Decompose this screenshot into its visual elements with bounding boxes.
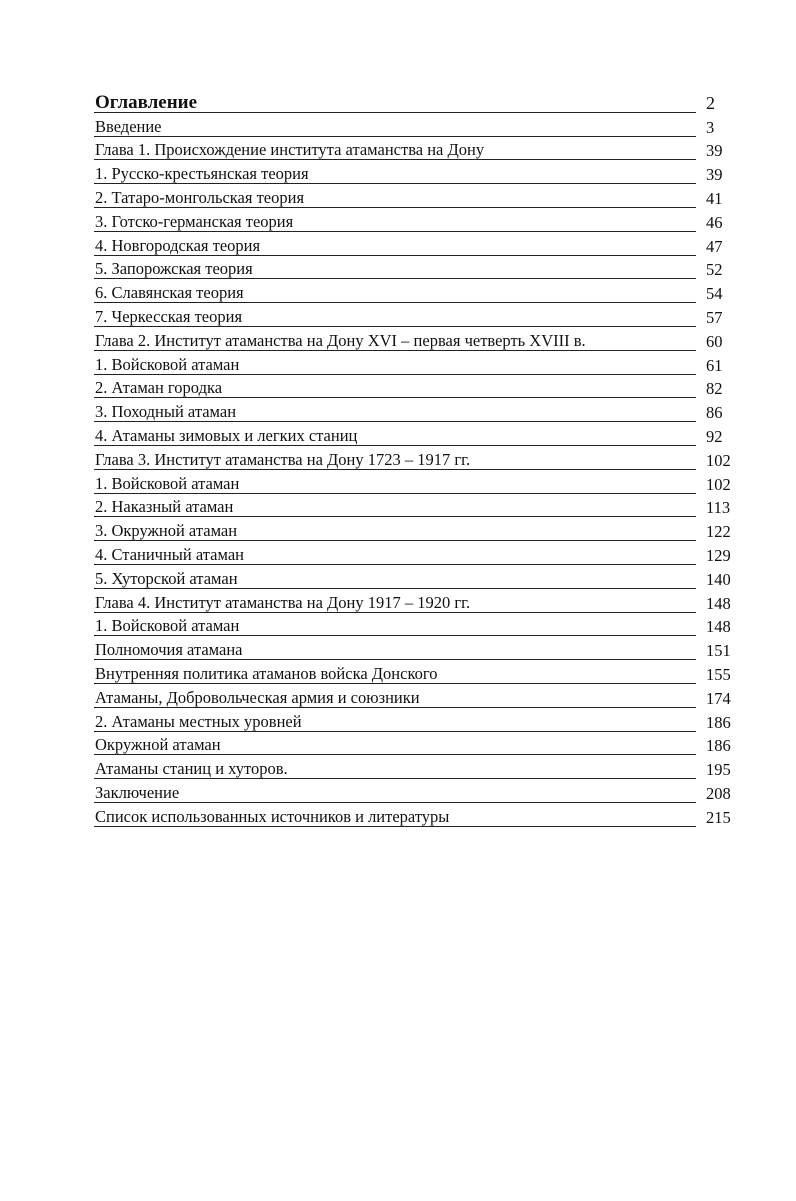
toc-entry-title: 3. Окружной атаман bbox=[94, 517, 696, 541]
toc-entry bbox=[94, 708, 744, 732]
toc-entry bbox=[94, 422, 744, 446]
toc-entry-page: 57 bbox=[706, 307, 723, 327]
toc-entry-page: 39 bbox=[706, 165, 723, 185]
toc-entry-title: 1. Русско-крестьянская теория bbox=[94, 160, 696, 184]
toc-entry-title: Глава 4. Институт атаманства на Дону 1917 – 1920 гг. bbox=[94, 589, 696, 613]
toc-entry-page: 174 bbox=[706, 688, 731, 708]
toc-entry-page: 148 bbox=[706, 593, 731, 613]
toc-entry bbox=[94, 684, 744, 708]
toc-entry bbox=[94, 517, 744, 541]
toc-entry-title: 4. Атаманы зимовых и легких станиц bbox=[94, 422, 696, 446]
toc-entry bbox=[94, 660, 744, 684]
toc-entry-title: 5. Запорожская теория bbox=[94, 256, 696, 280]
toc-entry-title: 7. Черкесская теория bbox=[94, 303, 696, 327]
toc-entry bbox=[94, 636, 744, 660]
toc-entry-page: 86 bbox=[706, 403, 723, 423]
toc-entry bbox=[94, 779, 744, 803]
toc-heading-row bbox=[94, 89, 744, 113]
toc-entry-page: 215 bbox=[706, 807, 731, 827]
toc-entry bbox=[94, 375, 744, 399]
toc-entry bbox=[94, 279, 744, 303]
toc-entry-title: Глава 3. Институт атаманства на Дону 1723 – 1917 гг. bbox=[94, 446, 696, 470]
toc-entry bbox=[94, 327, 744, 351]
toc-entry-page: 195 bbox=[706, 760, 731, 780]
toc-entry-title: 1. Войсковой атаман bbox=[94, 470, 696, 494]
toc-entry-title: 2. Татаро-монгольская теория bbox=[94, 184, 696, 208]
toc-entry-title: 5. Хуторской атаман bbox=[94, 565, 696, 589]
toc-entry bbox=[94, 232, 744, 256]
toc-entry-title: Атаманы, Добровольческая армия и союзники bbox=[94, 684, 696, 708]
toc-entry-page: 61 bbox=[706, 355, 723, 375]
toc-entry-title: Глава 1. Происхождение института атаманства на Дону bbox=[94, 137, 696, 161]
toc-entry-page: 148 bbox=[706, 617, 731, 637]
toc-entry bbox=[94, 589, 744, 613]
toc-entry bbox=[94, 256, 744, 280]
toc-entry-title: Введение bbox=[94, 113, 696, 137]
toc-entry-title: 6. Славянская теория bbox=[94, 279, 696, 303]
toc-entry-page: 82 bbox=[706, 379, 723, 399]
toc-entry bbox=[94, 732, 744, 756]
toc-entry-page: 60 bbox=[706, 331, 723, 351]
toc-entry-page: 186 bbox=[706, 736, 731, 756]
toc-entry-title: 2. Атаманы местных уровней bbox=[94, 708, 696, 732]
toc-entry-page: 113 bbox=[706, 498, 731, 518]
toc-entry-page: 151 bbox=[706, 641, 731, 661]
toc-entry bbox=[94, 565, 744, 589]
toc-entry-title: Заключение bbox=[94, 779, 696, 803]
toc-entry bbox=[94, 470, 744, 494]
toc-entry-title: Полномочия атамана bbox=[94, 636, 696, 660]
table-of-contents bbox=[94, 89, 744, 827]
toc-entry bbox=[94, 160, 744, 184]
toc-entry bbox=[94, 351, 744, 375]
toc-entry-page: 140 bbox=[706, 569, 731, 589]
toc-entry-title: 2. Атаман городка bbox=[94, 375, 696, 399]
toc-entry bbox=[94, 184, 744, 208]
toc-entry-page: 208 bbox=[706, 783, 731, 803]
toc-entry-page: 122 bbox=[706, 522, 731, 542]
toc-entry-page: 3 bbox=[706, 117, 715, 137]
toc-entry-page: 155 bbox=[706, 664, 731, 684]
toc-entry-title: 1. Войсковой атаман bbox=[94, 351, 696, 375]
toc-entry-page: 46 bbox=[706, 212, 723, 232]
toc-entry-page: 41 bbox=[706, 188, 723, 208]
toc-entry-page: 92 bbox=[706, 426, 723, 446]
toc-entry-title: 3. Походный атаман bbox=[94, 398, 696, 422]
toc-entry bbox=[94, 613, 744, 637]
toc-entry-title: Список использованных источников и литературы bbox=[94, 803, 696, 827]
toc-entry-page: 39 bbox=[706, 141, 723, 161]
toc-heading-page: 2 bbox=[706, 92, 715, 113]
toc-entry bbox=[94, 446, 744, 470]
toc-entry bbox=[94, 208, 744, 232]
toc-entry-title: Окружной атаман bbox=[94, 732, 696, 756]
toc-entry bbox=[94, 803, 744, 827]
toc-heading: Оглавление bbox=[94, 89, 696, 113]
toc-entry-title: Атаманы станиц и хуторов. bbox=[94, 755, 696, 779]
toc-entry-page: 102 bbox=[706, 474, 731, 494]
toc-entry-page: 54 bbox=[706, 284, 723, 304]
toc-entry bbox=[94, 137, 744, 161]
toc-entry-title: 4. Станичный атаман bbox=[94, 541, 696, 565]
toc-entry-title: 3. Готско-германская теория bbox=[94, 208, 696, 232]
toc-entry bbox=[94, 494, 744, 518]
toc-entry-page: 129 bbox=[706, 545, 731, 565]
toc-entry-page: 52 bbox=[706, 260, 723, 280]
toc-entry-title: Внутренняя политика атаманов войска Донского bbox=[94, 660, 696, 684]
toc-entry-page: 102 bbox=[706, 450, 731, 470]
toc-entry bbox=[94, 541, 744, 565]
toc-entry bbox=[94, 755, 744, 779]
toc-entry bbox=[94, 398, 744, 422]
toc-entry-title: 1. Войсковой атаман bbox=[94, 613, 696, 637]
toc-entry-title: 4. Новгородская теория bbox=[94, 232, 696, 256]
toc-entry-page: 47 bbox=[706, 236, 723, 256]
toc-entry bbox=[94, 303, 744, 327]
toc-entry-title: 2. Наказный атаман bbox=[94, 494, 696, 518]
toc-entry bbox=[94, 113, 744, 137]
toc-entry-title: Глава 2. Институт атаманства на Дону XVI – первая четверть XVIII в. bbox=[94, 327, 696, 351]
toc-entry-page: 186 bbox=[706, 712, 731, 732]
